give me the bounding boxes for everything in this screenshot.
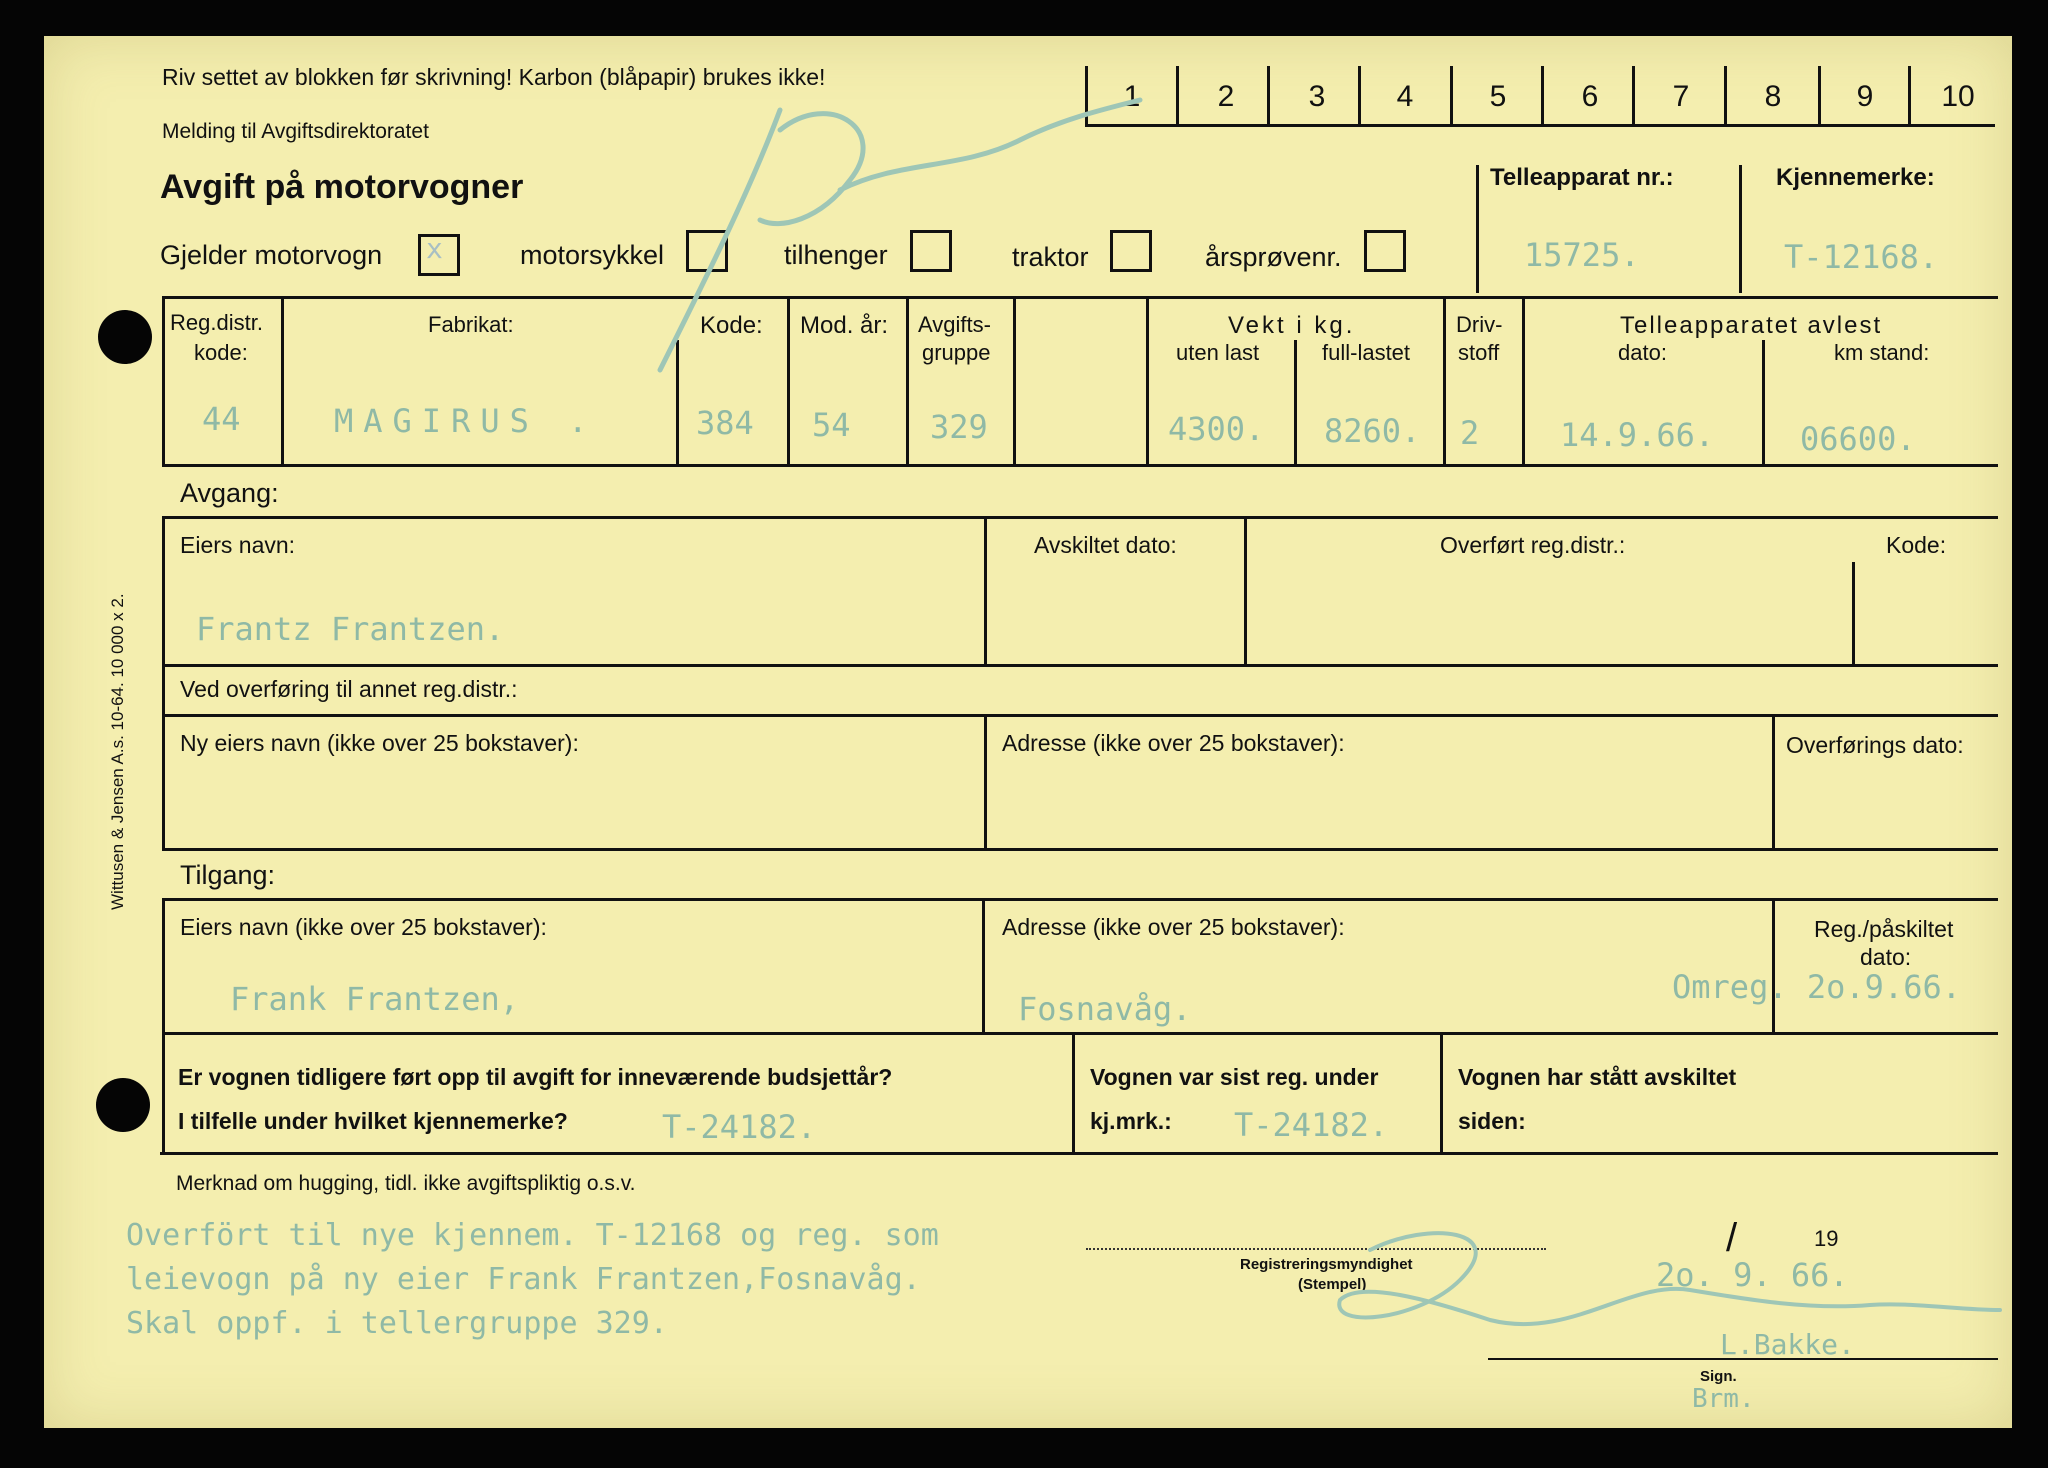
printer-imprint: Wittusen & Jensen A.s. 10-64. 10 000 x 2. (108, 593, 127, 910)
footer-date-value: 2o. 9. 66. (1656, 1256, 1849, 1294)
kjennemerke-question: I tilfelle under hvilket kjennemerke? (178, 1108, 568, 1134)
avgang-adresse-label: Adresse (ikke over 25 bokstaver): (1002, 730, 1345, 756)
avgang-eiers-navn-value: Frantz Frantzen. (196, 610, 505, 648)
reg-distr-label-2: kode: (194, 340, 248, 365)
signer-name: L.Bakke. (1720, 1328, 1855, 1361)
vehicle-type-label: Gjelder motorvogn (160, 240, 383, 270)
stempel-label: (Stempel) (1298, 1276, 1367, 1293)
year-prefix: 19 (1814, 1226, 1839, 1251)
avgang-eiers-navn-label: Eiers navn: (180, 532, 296, 558)
date-slash: / (1726, 1216, 1738, 1260)
kjennemerke-value: T-12168. (1784, 238, 1939, 276)
punch-hole-bottom (96, 1078, 150, 1132)
mod-ar-label: Mod. år: (800, 312, 889, 339)
tilgang-eiers-navn-label: Eiers navn (ikke over 25 bokstaver): (180, 914, 547, 940)
sign-title: Brm. (1692, 1384, 1755, 1414)
full-lastet-label: full-lastet (1322, 340, 1411, 365)
option-motorsykkel-label: motorsykkel (520, 240, 665, 270)
budsjettar-question: Er vognen tidligere ført opp til avgift for inneværende budsjettår? (178, 1064, 893, 1090)
counter-number-10: 10 (1941, 80, 1975, 113)
telleapparat-dato-value: 14.9.66. (1560, 416, 1715, 454)
overforings-dato-label: Overførings dato: (1786, 732, 1964, 758)
merknad-line-1: Overfört til nye kjennem. T-12168 og reg. som (126, 1218, 939, 1253)
option-tilhenger-label: tilhenger (784, 240, 888, 270)
handwritten-signature-bottom (1310, 1210, 2010, 1360)
avlest-label: Telleapparatet avlest (1620, 312, 1883, 339)
merknad-line-3: Skal oppf. i tellergruppe 329. (126, 1306, 668, 1341)
counter-number-7: 7 (1672, 80, 1690, 113)
dato-label: dato: (1618, 340, 1667, 365)
drivstoff-label-2: stoff (1458, 340, 1500, 365)
kjennemerke-label: Kjennemerke: (1776, 164, 1935, 191)
avgiftsgruppe-label-2: gruppe (922, 340, 991, 365)
reg-distr-value: 44 (202, 400, 241, 438)
drivstoff-label: Driv- (1456, 312, 1503, 337)
telleapparat-label: Telleapparat nr.: (1490, 164, 1674, 191)
km-stand-label: km stand: (1834, 340, 1930, 365)
telleapparat-value: 15725. (1524, 236, 1640, 274)
avskiltet-dato-label: Avskiltet dato: (1034, 532, 1177, 558)
counter-number-1: 1 (1123, 80, 1141, 113)
tilgang-eiers-navn-value: Frank Frantzen, (230, 980, 519, 1018)
counter-number-4: 4 (1396, 80, 1414, 113)
km-stand-value: 06600. (1800, 420, 1916, 458)
motorvogn-mark: x (426, 232, 443, 265)
ny-eiers-navn-label: Ny eiers navn (ikke over 25 bokstaver): (180, 730, 579, 756)
handwritten-signature-top (600, 70, 1160, 400)
option-traktor-label: traktor (1012, 242, 1089, 272)
checkbox-arsprovenr[interactable] (1364, 230, 1406, 272)
tilgang-adresse-value: Fosnavåg. (1018, 990, 1192, 1028)
full-lastet-value: 8260. (1324, 412, 1421, 450)
ved-overforing-label: Ved overføring til annet reg.distr.: (180, 676, 518, 702)
drivstoff-value: 2 (1460, 414, 1480, 452)
counter-number-5: 5 (1489, 80, 1507, 113)
merknad-label: Merknad om hugging, tidl. ikke avgiftspliktig o.s.v. (176, 1172, 636, 1195)
counter-number-9: 9 (1856, 80, 1874, 113)
instruction-text: Riv settet av blokken før skrivning! Karbon (blåpapir) brukes ikke! (162, 64, 826, 90)
counter-number-8: 8 (1764, 80, 1782, 113)
merknad-line-2: leievogn på ny eier Frank Frantzen,Fosnavåg. (126, 1262, 921, 1297)
reg-distr-label: Reg.distr. (170, 310, 263, 335)
tilgang-section-label: Tilgang: (180, 860, 276, 890)
uten-last-label: uten last (1176, 340, 1260, 365)
uten-last-value: 4300. (1168, 410, 1265, 448)
siden-label: siden: (1458, 1108, 1526, 1134)
mod-ar-value: 54 (812, 406, 851, 444)
avgang-section-label: Avgang: (180, 478, 279, 508)
fabrikat-value: MAGIRUS . (334, 402, 598, 440)
reg-paskiltet-label: Reg./påskiltet (1814, 916, 1954, 942)
vekt-label: Vekt i kg. (1228, 312, 1356, 339)
avgiftsgruppe-label: Avgifts- (918, 312, 991, 337)
recipient-text: Melding til Avgiftsdirektoratet (162, 120, 429, 143)
reg-paskiltet-dato-value: Omreg. 2o.9.66. (1672, 968, 1961, 1006)
kode-value: 384 (696, 404, 754, 442)
overfort-reg-distr-label: Overført reg.distr.: (1440, 532, 1626, 558)
option-arsprovenr-label: årsprøvenr. (1205, 242, 1342, 272)
kode-label: Kode: (700, 312, 763, 339)
tilgang-adresse-label: Adresse (ikke over 25 bokstaver): (1002, 914, 1345, 940)
sist-reg-label: Vognen var sist reg. under (1090, 1064, 1379, 1090)
registreringsmyndighet-label: Registreringsmyndighet (1240, 1256, 1413, 1273)
avgiftsgruppe-value: 329 (930, 408, 988, 446)
kjmrk-label: kj.mrk.: (1090, 1108, 1172, 1134)
sign-label: Sign. (1700, 1368, 1737, 1385)
punch-hole-top (98, 310, 152, 364)
reg-paskiltet-label-2: dato: (1860, 944, 1912, 970)
fabrikat-label: Fabrikat: (428, 312, 514, 337)
counter-number-2: 2 (1217, 80, 1235, 113)
avskiltet-siden-label: Vognen har stått avskiltet (1458, 1064, 1737, 1090)
counter-number-6: 6 (1581, 80, 1599, 113)
form-title: Avgift på motorvogner (160, 168, 524, 206)
counter-number-3: 3 (1308, 80, 1326, 113)
kjennemerke-question-value: T-24182. (662, 1108, 817, 1146)
avgang-kode-label: Kode: (1886, 532, 1947, 558)
kjmrk-value: T-24182. (1234, 1106, 1389, 1144)
